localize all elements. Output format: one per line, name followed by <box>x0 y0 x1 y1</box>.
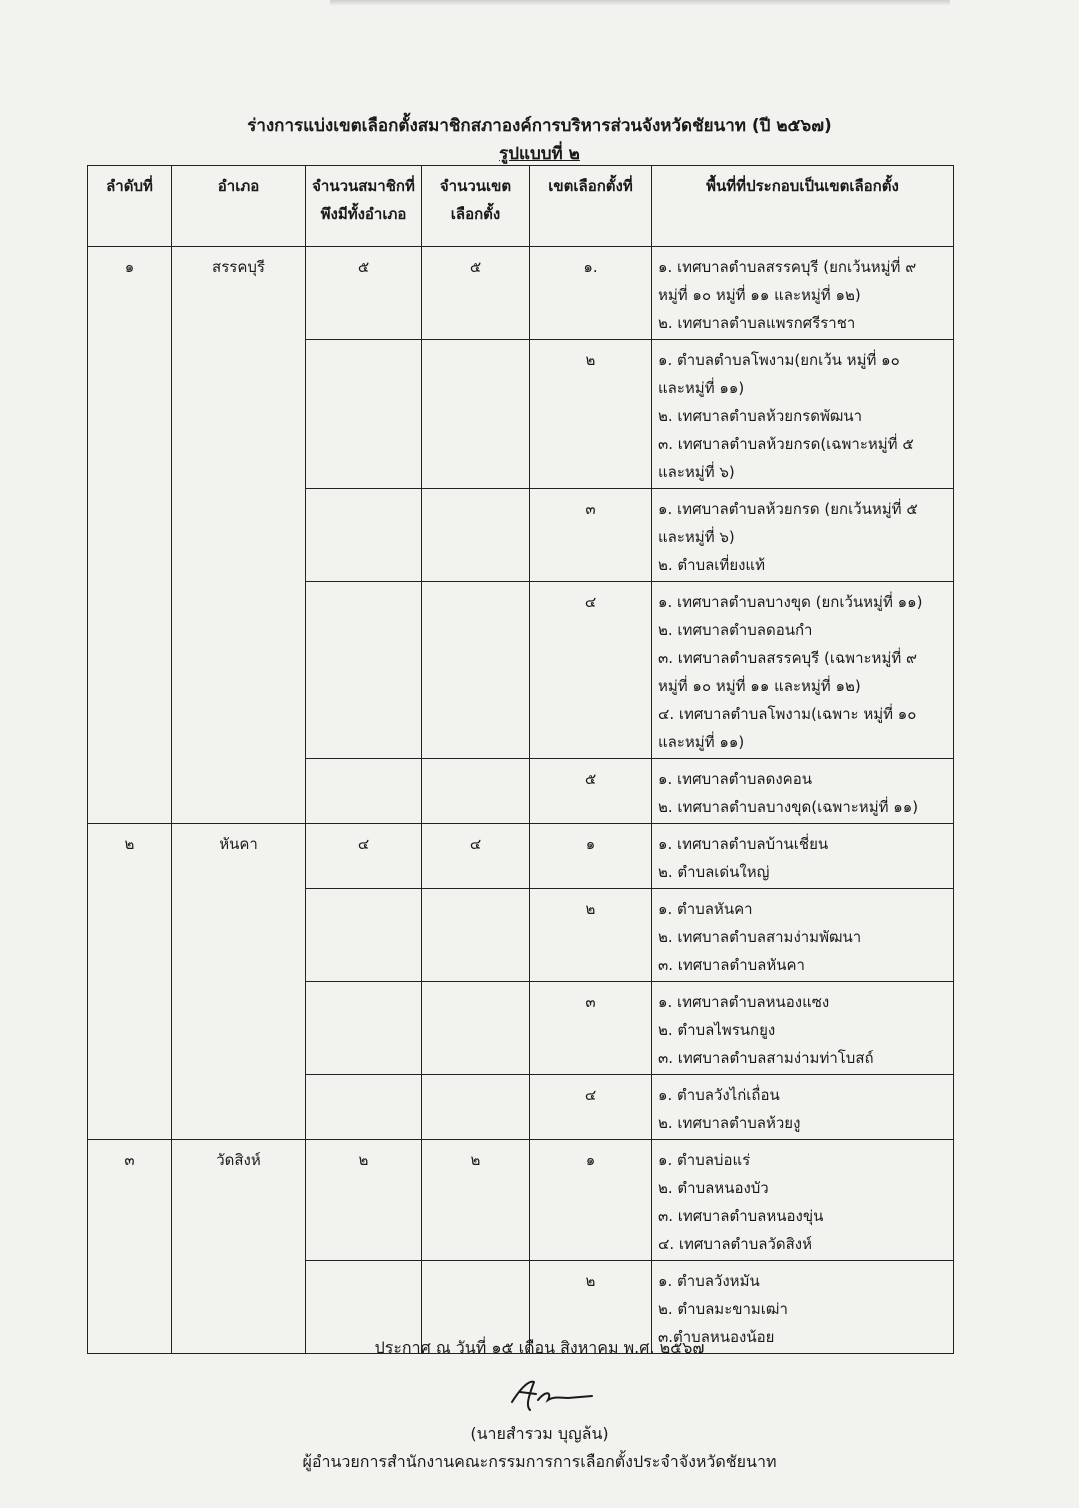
cell-areas <box>652 247 954 340</box>
area-line: ๒. เทศบาลตำบลสามง่ามพัฒนา <box>658 928 862 946</box>
area-line: ๑. เทศบาลตำบลบ้านเชี่ยน <box>658 835 829 853</box>
area-line: ๓. เทศบาลตำบลสามง่ามท่าโบสถ์ <box>658 1049 874 1067</box>
cell-areas <box>652 982 954 1075</box>
cell-zone-no: ๓ <box>530 982 652 1075</box>
cell-members <box>306 982 422 1075</box>
area-line: ๑. ตำบลหันคา <box>658 900 753 918</box>
cell-zone-no: ๒ <box>530 340 652 489</box>
table-row <box>88 247 954 340</box>
cell-zones-count <box>422 340 530 489</box>
cell-order: ๑ <box>88 247 172 824</box>
header-members: จำนวนสมาชิกที่พึงมีทั้งอำเภอ <box>306 166 422 247</box>
area-line: ๒. ตำบลเที่ยงแท้ <box>658 556 765 574</box>
cell-members <box>306 1075 422 1140</box>
cell-members <box>306 889 422 982</box>
header-order: ลำดับที่ <box>88 166 172 247</box>
area-line: และหมู่ที่ ๑๑) <box>658 733 745 751</box>
cell-members <box>306 582 422 759</box>
cell-zone-no: ๒ <box>530 1261 652 1354</box>
area-line: ๑. ตำบลตำบลโพงาม(ยกเว้น หมู่ที่ ๑๐ <box>658 351 900 369</box>
cell-members: ๒ <box>306 1140 422 1261</box>
area-line: ๔. เทศบาลตำบลวัดสิงห์ <box>658 1235 812 1253</box>
cell-zones-count <box>422 489 530 582</box>
area-line: ๒. ตำบลมะขามเฒ่า <box>658 1300 788 1318</box>
area-line: ๑. เทศบาลตำบลบางขุด (ยกเว้นหมู่ที่ ๑๑) <box>658 593 923 611</box>
header-zone-no: เขตเลือกตั้งที่ <box>530 166 652 247</box>
cell-members <box>306 489 422 582</box>
area-line: ๑. เทศบาลตำบลดงคอน <box>658 770 812 788</box>
cell-areas <box>652 824 954 889</box>
area-line: ๓.ตำบลหนองน้อย <box>658 1328 775 1346</box>
cell-areas <box>652 1140 954 1261</box>
cell-areas <box>652 889 954 982</box>
area-line: หมู่ที่ ๑๐ หมู่ที่ ๑๑ และหมู่ที่ ๑๒) <box>658 286 861 304</box>
area-line: ๒. เทศบาลตำบลบางขุด(เฉพาะหมู่ที่ ๑๑) <box>658 798 919 816</box>
signer-name: (นายสำรวม บุญล้น) <box>470 1424 609 1443</box>
area-line: ๒. ตำบลหนองบัว <box>658 1179 769 1197</box>
area-line: ๒. เทศบาลตำบลห้วยงู <box>658 1114 801 1132</box>
cell-zone-no: ๔ <box>530 582 652 759</box>
area-line: ๓. เทศบาลตำบลหนองขุ่น <box>658 1207 824 1225</box>
cell-zones-count: ๔ <box>422 824 530 889</box>
area-line: และหมู่ที่ ๑๑) <box>658 379 745 397</box>
cell-zone-no: ๓ <box>530 489 652 582</box>
area-line: ๒. ตำบลเด่นใหญ่ <box>658 863 770 881</box>
cell-zone-no: ๑. <box>530 247 652 340</box>
cell-members: ๔ <box>306 824 422 889</box>
cell-members <box>306 340 422 489</box>
signer-title: ผู้อำนวยการสำนักงานคณะกรรมการการเลือกตั้งประจำจังหวัดชัยนาท <box>302 1452 777 1471</box>
cell-zone-no: ๕ <box>530 759 652 824</box>
header-zones-count: จำนวนเขตเลือกตั้ง <box>422 166 530 247</box>
table-body <box>88 247 954 1354</box>
area-line: และหมู่ที่ ๖) <box>658 463 735 481</box>
cell-order: ๓ <box>88 1140 172 1354</box>
area-line: หมู่ที่ ๑๐ หมู่ที่ ๑๑ และหมู่ที่ ๑๒) <box>658 677 861 695</box>
area-line: ๑. เทศบาลตำบลห้วยกรด (ยกเว้นหมู่ที่ ๕ <box>658 500 918 518</box>
document-title: ร่างการแบ่งเขตเลือกตั้งสมาชิกสภาองค์การบริหารส่วนจังหวัดชัยนาท (ปี ๒๕๖๗) <box>247 116 832 136</box>
area-line: ๒. เทศบาลตำบลแพรกศรีราชา <box>658 314 856 332</box>
cell-areas <box>652 582 954 759</box>
signature-image <box>500 1372 600 1416</box>
subtitle-text: รูปแบบที่ ๒ <box>499 144 580 164</box>
cell-areas <box>652 759 954 824</box>
area-line: ๑. เทศบาลตำบลหนองแซง <box>658 993 830 1011</box>
cell-zone-no: ๔ <box>530 1075 652 1140</box>
area-line: ๑. เทศบาลตำบลสรรคบุรี (ยกเว้นหมู่ที่ ๙ <box>658 258 917 276</box>
table-row <box>88 824 954 889</box>
cell-members <box>306 759 422 824</box>
cell-district: สรรคบุรี <box>172 247 306 824</box>
cell-zone-no: ๒ <box>530 889 652 982</box>
document-subtitle <box>0 140 1079 167</box>
area-line: และหมู่ที่ ๖) <box>658 528 735 546</box>
area-line: ๓. เทศบาลตำบลหันคา <box>658 956 805 974</box>
table-header-row <box>88 166 954 247</box>
cell-zones-count <box>422 759 530 824</box>
cell-areas <box>652 489 954 582</box>
area-line: ๑. ตำบลวังไก่เถื่อน <box>658 1086 780 1104</box>
cell-zones-count <box>422 889 530 982</box>
announcement-date: ประกาศ ณ วันที่ ๑๕ เดือน สิงหาคม พ.ศ. ๒๕๖๗ <box>374 1338 705 1357</box>
area-line: ๑. ตำบลวังหมัน <box>658 1272 760 1290</box>
cell-areas <box>652 340 954 489</box>
cell-order: ๒ <box>88 824 172 1140</box>
area-line: ๒. ตำบลไพรนกยูง <box>658 1021 776 1039</box>
scan-top-edge <box>330 0 950 6</box>
cell-zones-count <box>422 1075 530 1140</box>
area-line: ๔. เทศบาลตำบลโพงาม(เฉพาะ หมู่ที่ ๑๐ <box>658 705 917 723</box>
cell-district: หันคา <box>172 824 306 1140</box>
header-areas: พื้นที่ที่ประกอบเป็นเขตเลือกตั้ง <box>652 166 954 247</box>
cell-zone-no: ๑ <box>530 824 652 889</box>
area-line: ๒. เทศบาลตำบลห้วยกรดพัฒนา <box>658 407 863 425</box>
area-line: ๓. เทศบาลตำบลห้วยกรด(เฉพาะหมู่ที่ ๕ <box>658 435 914 453</box>
cell-district: วัดสิงห์ <box>172 1140 306 1354</box>
cell-members: ๕ <box>306 247 422 340</box>
cell-zones-count <box>422 982 530 1075</box>
cell-zone-no: ๑ <box>530 1140 652 1261</box>
area-line: ๓. เทศบาลตำบลสรรคบุรี (เฉพาะหมู่ที่ ๙ <box>658 649 917 667</box>
electoral-district-table <box>87 165 954 1354</box>
header-district: อำเภอ <box>172 166 306 247</box>
area-line: ๑. ตำบลบ่อแร่ <box>658 1151 751 1169</box>
cell-zones-count <box>422 582 530 759</box>
cell-areas <box>652 1075 954 1140</box>
table-row <box>88 1140 954 1261</box>
area-line: ๒. เทศบาลตำบลดอนกำ <box>658 621 813 639</box>
cell-zones-count: ๒ <box>422 1140 530 1261</box>
cell-zones-count: ๕ <box>422 247 530 340</box>
